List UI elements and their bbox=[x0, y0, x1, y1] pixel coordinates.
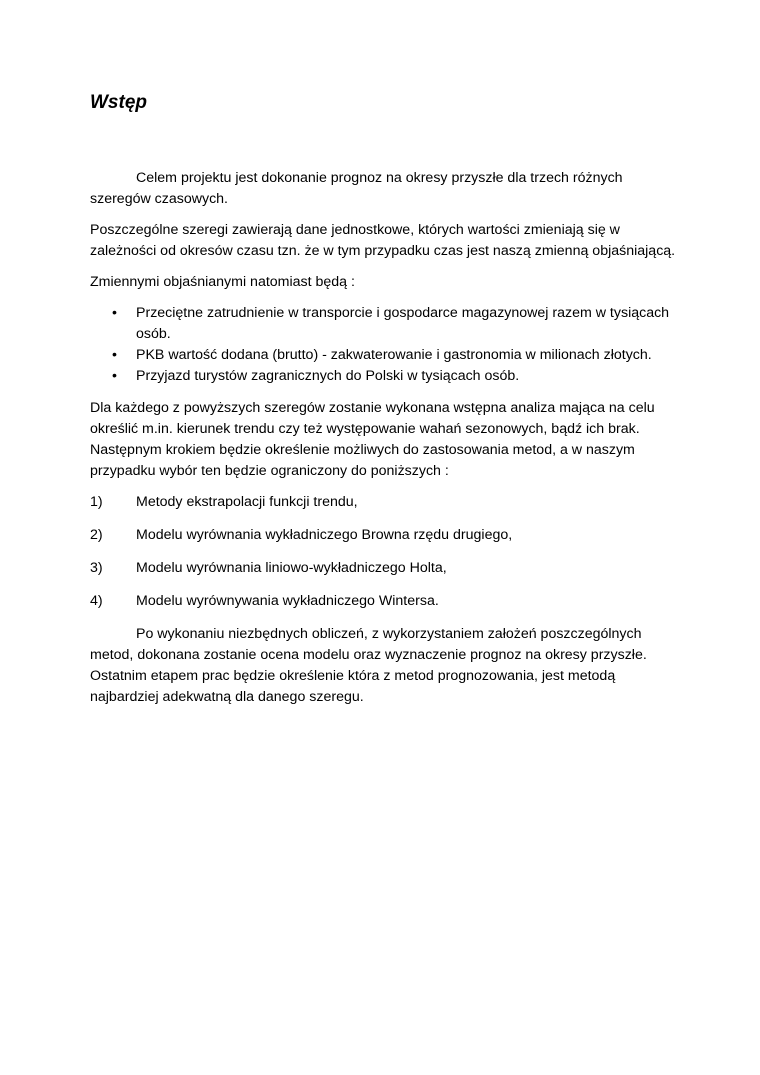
paragraph-analiza: Dla każdego z powyższych szeregów zostanie wykonana wstępna analiza mająca na celu określić m.in. kierunek trendu czy też występowanie wahań sezonowych, bądź ich brak. Następnym krokiem będzie określenie możliwych do zastosowania metod, a w naszym przypadku wybór ten będzie ograniczony do poniższych : bbox=[90, 400, 655, 479]
list-item-text: Przeciętne zatrudnienie w transporcie i gospodarce magazynowej razem w tysiącach osób. bbox=[136, 305, 670, 342]
list-item-number: 1) bbox=[90, 494, 103, 510]
bullet-list bbox=[90, 303, 680, 387]
list-item bbox=[90, 345, 680, 366]
paragraph-zmienne-objasniane: Zmiennymi objaśnianymi natomiast będą : bbox=[90, 274, 355, 290]
list-item-text: PKB wartość dodana (brutto) - zakwaterowanie i gastronomia w milionach złotych. bbox=[136, 347, 652, 363]
document-body bbox=[90, 168, 680, 718]
list-item-number: 3) bbox=[90, 560, 103, 576]
paragraph-szeregi: Poszczególne szeregi zawierają dane jednostkowe, których wartości zmieniają się w zależności od okresów czasu tzn. że w tym przypadku czas jest naszą zmienną objaśniającą. bbox=[90, 222, 676, 259]
bullet-icon: • bbox=[112, 347, 117, 363]
list-item bbox=[90, 366, 680, 387]
list-item-text: Modelu wyrównywania wykładniczego Wintersa. bbox=[136, 593, 439, 609]
numbered-list bbox=[90, 492, 680, 612]
list-item bbox=[90, 303, 680, 345]
intro-paragraph: Celem projektu jest dokonanie prognoz na okresy przyszłe dla trzech różnych szeregów czasowych. bbox=[90, 170, 623, 207]
bullet-icon: • bbox=[112, 305, 117, 321]
closing-paragraph: Po wykonaniu niezbędnych obliczeń, z wykorzystaniem założeń poszczególnych metod, dokonana zostanie ocena modelu oraz wyznaczenie prognoz na okresy przyszłe. Ostatnim etapem prac będzie określenie która z metod prognozowania, jest metodą najbardziej adekwatną dla danego szeregu. bbox=[90, 626, 647, 705]
list-item-number: 4) bbox=[90, 593, 103, 609]
list-item-number: 2) bbox=[90, 527, 103, 543]
list-item bbox=[90, 591, 680, 612]
list-item-text: Metody ekstrapolacji funkcji trendu, bbox=[136, 494, 358, 510]
list-item-text: Modelu wyrównania liniowo-wykładniczego Holta, bbox=[136, 560, 447, 576]
list-item bbox=[90, 492, 680, 513]
list-item-text: Przyjazd turystów zagranicznych do Polski w tysiącach osób. bbox=[136, 368, 520, 384]
list-item-text: Modelu wyrównania wykładniczego Browna rzędu drugiego, bbox=[136, 527, 513, 543]
list-item bbox=[90, 558, 680, 579]
list-item bbox=[90, 525, 680, 546]
document-title: Wstęp bbox=[90, 92, 147, 113]
bullet-icon: • bbox=[112, 368, 117, 384]
